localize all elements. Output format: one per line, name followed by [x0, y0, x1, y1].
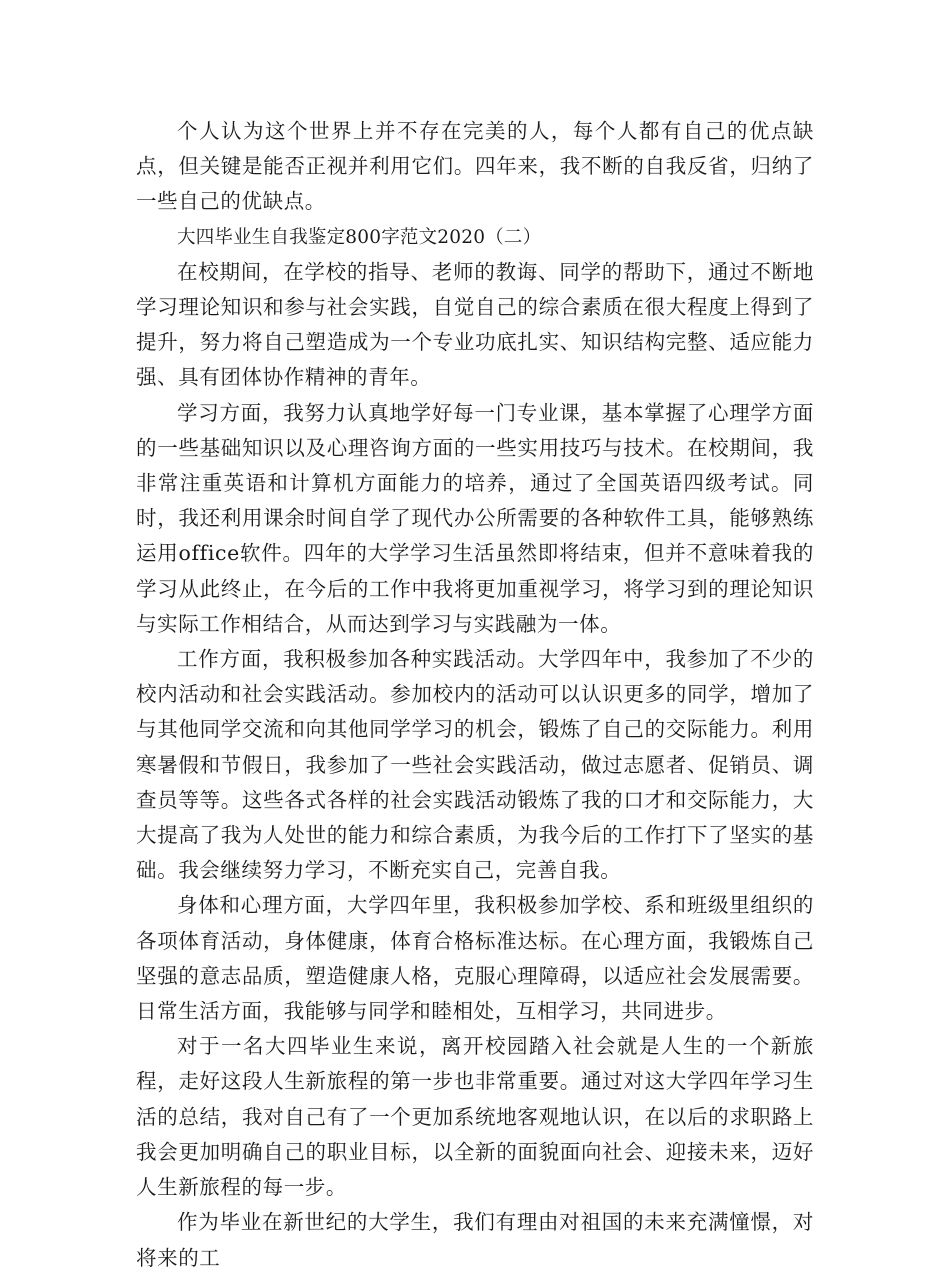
paragraph-new-century: 作为毕业在新世纪的大学生，我们有理由对祖国的未来充满憧憬，对将来的工 [136, 1210, 814, 1270]
paragraph-intro: 个人认为这个世界上并不存在完美的人，每个人都有自己的优点缺点，但关键是能否正视并利用它们。四年来，我不断的自我反省，归纳了一些自己的优缺点。 [136, 119, 814, 214]
paragraph-graduate: 对于一名大四毕业生来说，离开校园踏入社会就是人生的一个新旅程，走好这段人生新旅程的第一步也非常重要。通过对这大学四年学习生活的总结，我对自己有了一个更加系统地客观地认识，在以后的求职路上我会更加明确自己的职业目标，以全新的面貌面向社会、迎接未来，迈好人生新旅程的每一步。 [136, 1034, 814, 1200]
paragraph-work: 工作方面，我积极参加各种实践活动。大学四年中，我参加了不少的校内活动和社会实践活动。参加校内的活动可以认识更多的同学，增加了与其他同学交流和向其他同学学习的机会，锻炼了自己的交际能力。利用寒暑假和节假日，我参加了一些社会实践活动，做过志愿者、促销员、调查员等等。这些各式各样的社会实践活动锻炼了我的口才和交际能力，大大提高了我为人处世的能力和综合素质，为我今后的工作打下了坚实的基础。我会继续努力学习，不断充实自己，完善自我。 [136, 647, 814, 883]
document-body [136, 114, 814, 1276]
section-heading: 大四毕业生自我鉴定800字范文2020（二） [177, 226, 542, 248]
paragraph-body-mind: 身体和心理方面，大学四年里，我积极参加学校、系和班级里组织的各项体育活动，身体健康，体育合格标准达标。在心理方面，我锻炼自己坚强的意志品质，塑造健康人格，克服心理障碍，以适应社会发展需要。日常生活方面，我能够与同学和睦相处，互相学习，共同进步。 [136, 893, 814, 1024]
paragraph-school-period: 在校期间，在学校的指导、老师的教诲、同学的帮助下，通过不断地学习理论知识和参与社会实践，自觉自己的综合素质在很大程度上得到了提升，努力将自己塑造成为一个专业功底扎实、知识结构完整、适应能力强、具有团体协作精神的青年。 [136, 259, 814, 390]
paragraph-study: 学习方面，我努力认真地学好每一门专业课，基本掌握了心理学方面的一些基础知识以及心理咨询方面的一些实用技巧与技术。在校期间，我非常注重英语和计算机方面能力的培养，通过了全国英语四级考试。同时，我还利用课余时间自学了现代办公所需要的各种软件工具，能够熟练运用office软件。四年的大学学习生活虽然即将结束，但并不意味着我的学习从此终止，在今后的工作中我将更加重视学习，将学习到的理论知识与实际工作相结合，从而达到学习与实践融为一体。 [136, 400, 814, 636]
